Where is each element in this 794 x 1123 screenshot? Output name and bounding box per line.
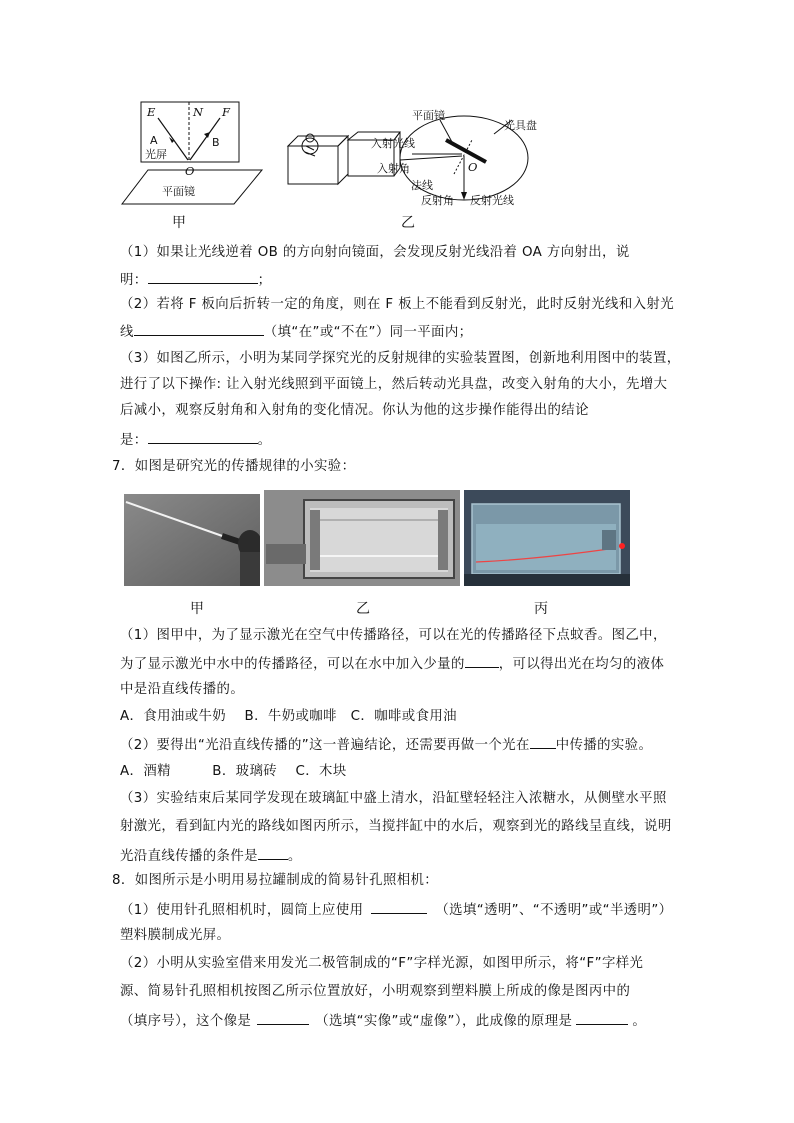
q6-part3-line2: 进行了以下操作: 让入射光线照到平面镜上，然后转动光具盘，改变入射角的大小，先增大 [120,377,668,392]
q6-part1-prompt: 明： [120,273,148,288]
q6-part3-end: 。 [257,433,272,448]
photo-caption-jia: 甲 [190,601,204,617]
label-incident-ray: 入射光线 [371,137,415,150]
q6-part1-line2 [120,270,271,290]
figure-caption-jia: 甲 [172,215,186,231]
q8-part2-line1: （2）小明从实验室借来用发光二极管制成的“F”字样光源，如图甲所示，将“F”字样光 [120,956,644,971]
label-e: E [147,105,156,119]
q8-part2-hint: （选填“实像”或“虚像”），此成像的原理是 [315,1014,573,1029]
q8-part1-line1 [120,900,672,920]
q7-part2-cont: 中传播的实验。 [555,738,653,753]
answer-blank[interactable] [258,846,288,860]
q6-part3-line4 [120,430,271,450]
q6-part2-prompt: 线 [120,325,134,340]
photo-laser-in-air [124,494,260,586]
q7-part2-prompt: （2）要得出“光沿直线传播的”这一普遍结论，还需要再做一个光在 [120,738,530,753]
q6-part2-line2 [120,322,472,342]
label-incident-angle: 入射角 [377,162,410,175]
q8-part1-line2: 塑料膜制成光屏。 [120,928,231,943]
q7-part3-end: 。 [287,849,302,864]
label-reflected-ray: 反射光线 [470,194,514,207]
q7-part3-line3 [120,846,302,866]
figure-optical-disk [280,100,550,212]
answer-blank[interactable] [576,1011,628,1025]
figure-caption-yi: 乙 [401,215,415,231]
answer-blank[interactable] [530,735,556,749]
label-optical-disk: 光具盘 [504,119,537,132]
answer-blank[interactable] [257,1011,309,1025]
photo-caption-bing: 丙 [534,601,548,617]
photo-laser-curved-path [464,490,630,586]
q7-part1-prompt: 为了显示激光中水中的传播路径，可以在水中加入少量的 [120,657,465,672]
q8-part1-hint: （选填“透明”、“不透明”或“半透明”） [435,903,673,918]
photo-caption-yi: 乙 [356,601,370,617]
q8-part2-line3 [120,1011,646,1031]
answer-blank[interactable] [148,430,258,444]
q6-part3-prompt: 是： [120,433,148,448]
label-screen: 光屏 [145,148,167,161]
label-o-2: O [468,160,478,174]
q8-part1-prompt: （1）使用针孔照相机时，圆筒上应使用 [120,903,364,918]
q7-part1-cont: ，可以得出光在均匀的液体 [498,657,665,672]
answer-blank[interactable] [371,900,427,914]
label-reflection-angle: 反射角 [421,194,454,207]
q7-part3-line2: 射激光，看到缸内光的路线如图丙所示，当搅拌缸中的水后，观察到光的路线呈直线，说明 [120,819,672,834]
label-normal: 法线 [411,179,433,192]
q7-part3-line1: （3）实验结束后某同学发现在玻璃缸中盛上清水，沿缸壁轻轻注入浓糖水，从侧壁水平照 [120,791,667,806]
q7-options-2: A．酒精 B．玻璃砖 C．木块 [120,764,347,779]
label-n: N [193,105,204,119]
photo-laser-in-water [264,490,460,586]
q7-options-1: A．食用油或牛奶 B．牛奶或咖啡 C．咖啡或食用油 [120,709,457,724]
q6-part3-line3: 后减小，观察反射角和入射角的变化情况。你认为他的这步操作能得出的结论 [120,403,589,418]
q7-part1-line1: （1）图甲中，为了显示激光在空气中传播路径，可以在光的传播路径下点蚊香。图乙中， [120,628,667,643]
answer-blank[interactable] [148,270,258,284]
figure-reflection-apparatus [112,96,272,216]
label-plane-mirror: 平面镜 [162,185,195,198]
label-b: B [212,136,220,149]
q6-part2-hint: （填“在”或“不在”）同一平面内； [263,325,473,340]
label-o: O [185,164,195,178]
q6-part1-end: ； [257,273,272,288]
q8-part2-prompt: （填序号），这个像是 [120,1014,252,1029]
q7-part3-prompt: 光沿直线传播的条件是 [120,849,258,864]
q8-title: 8．如图所示是小明用易拉罐制成的简易针孔照相机： [112,873,439,888]
answer-blank[interactable] [134,322,264,336]
answer-blank[interactable] [465,654,499,668]
label-a: A [150,134,158,147]
label-f: F [222,105,230,119]
q6-part1-line1: （1）如果让光线逆着 OB 的方向射向镜面，会发现反射光线沿着 OA 方向射出，说 [120,245,630,260]
q8-part2-end: 。 [632,1014,647,1029]
q6-part3-line1: （3）如图乙所示，小明为某同学探究光的反射规律的实验装置图，创新地利用图中的装置， [120,351,681,366]
q6-part2-line1: （2）若将 F 板向后折转一定的角度，则在 F 板上不能看到反射光，此时反射光线和入射光 [120,297,674,312]
q7-part1-line2 [120,654,664,674]
q7-part2-line1 [120,735,652,755]
q8-part2-line2: 源、简易针孔照相机按图乙所示位置放好，小明观察到塑料膜上所成的像是图丙中的 [120,984,631,999]
label-plane-mirror-2: 平面镜 [412,109,445,122]
q7-title: 7．如图是研究光的传播规律的小实验： [112,459,356,474]
q7-part1-line3: 中是沿直线传播的。 [120,682,245,697]
